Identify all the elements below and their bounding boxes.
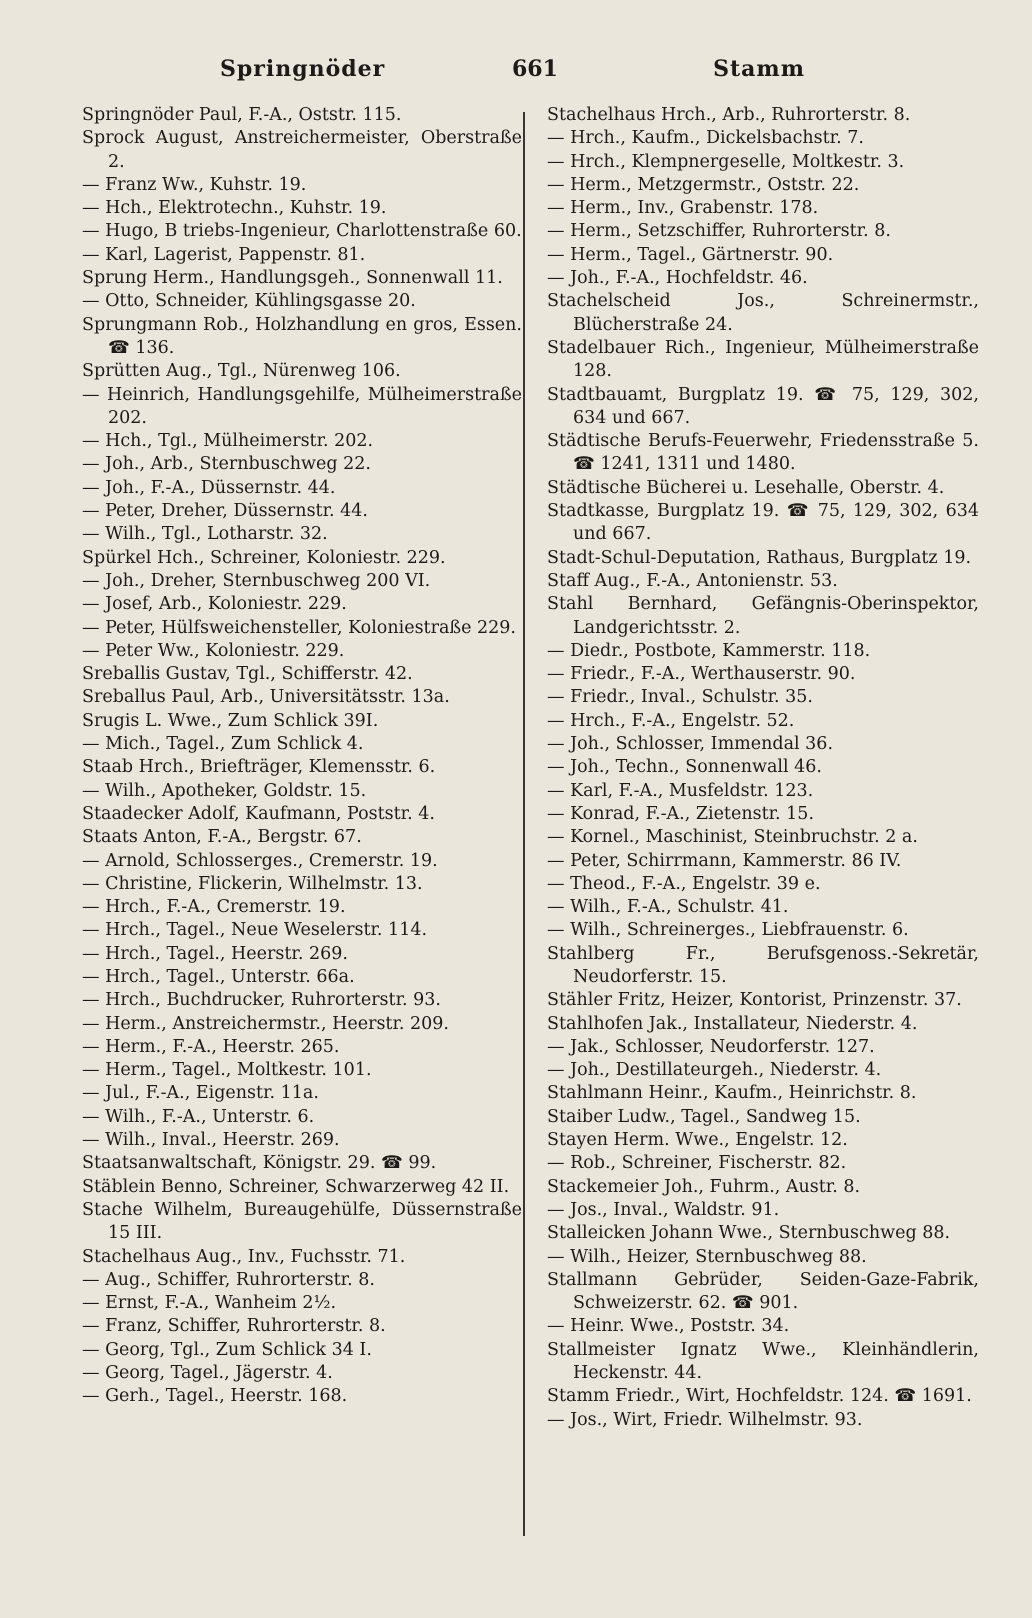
directory-entry: Sprung Herm., Handlungsgeh., Sonnenwall 11. (82, 268, 503, 289)
directory-entry: — Heinr. Wwe., Poststr. 34. (547, 1316, 790, 1337)
directory-entry: Stackemeier Joh., Fuhrm., Austr. 8. (547, 1176, 861, 1197)
directory-entry: — Herm., Metzgermstr., Oststr. 22. (547, 174, 860, 195)
right-column (547, 104, 979, 1432)
directory-entry: — Arnold, Schlosserges., Cremerstr. 19. (82, 850, 438, 871)
directory-entry: — Hch., Elektrotechn., Kuhstr. 19. (82, 198, 387, 219)
directory-entry: Stalleicken Johann Wwe., Sternbuschweg 88. (547, 1223, 951, 1244)
directory-entry: Springnöder Paul, F.-A., Oststr. 115. (82, 105, 402, 125)
directory-entry: Stache Wilhelm, Bureaugehülfe, Düssernstraße 15 III. (82, 1199, 522, 1244)
directory-entry: — Hrch., F.-A., Cremerstr. 19. (82, 897, 346, 918)
directory-entry: Spürkel Hch., Schreiner, Koloniestr. 229. (82, 547, 446, 568)
directory-entry: — Joh., F.-A., Düssernstr. 44. (82, 477, 336, 498)
directory-entry: — Diedr., Postbote, Kammerstr. 118. (547, 640, 871, 661)
directory-entry: — Jos., Inval., Waldstr. 91. (547, 1199, 780, 1220)
directory-entry: Sreballis Gustav, Tgl., Schifferstr. 42. (82, 664, 413, 685)
directory-entry: — Hrch., Tagel., Heerstr. 269. (82, 943, 348, 964)
directory-entry: — Jos., Wirt, Friedr. Wilhelmstr. 93. (547, 1409, 863, 1430)
directory-entry: — Herm., Tagel., Gärtnerstr. 90. (547, 244, 834, 265)
directory-entry: Stahlmann Heinr., Kaufm., Heinrichstr. 8. (547, 1083, 917, 1104)
directory-entry: — Joh., Arb., Sternbuschweg 22. (82, 454, 371, 475)
directory-entry: — Otto, Schneider, Kühlingsgasse 20. (82, 291, 416, 312)
directory-entry: — Gerh., Tagel., Heerstr. 168. (82, 1386, 348, 1407)
page-header (80, 56, 970, 92)
directory-entry: — Wilh., Heizer, Sternbuschweg 88. (547, 1246, 867, 1267)
directory-entry: Staats Anton, F.-A., Bergstr. 67. (82, 827, 362, 848)
directory-entry: Stahlhofen Jak., Installateur, Niederstr. 4. (547, 1013, 918, 1034)
directory-entry: Srugis L. Wwe., Zum Schlick 39I. (82, 710, 379, 731)
directory-entry: — Peter, Schirrmann, Kammerstr. 86 IV. (547, 850, 902, 871)
directory-entry: Staff Aug., F.-A., Antonienstr. 53. (547, 570, 838, 591)
directory-entry: Stahl Bernhard, Gefängnis-Oberinspektor, Landgerichtsstr. 2. (547, 594, 979, 638)
directory-entry: — Hrch., F.-A., Engelstr. 52. (547, 710, 795, 731)
directory-entry: Sprock August, Anstreichermeister, Oberstraße 2. (82, 128, 522, 172)
directory-entry: — Wilh., Inval., Heerstr. 269. (82, 1130, 340, 1151)
directory-entry: — Herm., F.-A., Heerstr. 265. (82, 1036, 340, 1057)
directory-entry: Staab Hrch., Briefträger, Klemensstr. 6. (82, 757, 436, 778)
directory-entry: — Mich., Tagel., Zum Schlick 4. (82, 734, 364, 755)
directory-entry: — Wilh., Schreinerges., Liebfrauenstr. 6. (547, 920, 909, 941)
directory-entry: — Franz Ww., Kuhstr. 19. (82, 174, 307, 195)
directory-entry: — Joh., Schlosser, Immendal 36. (547, 734, 834, 755)
directory-entry: — Joh., Dreher, Sternbuschweg 200 VI. (82, 570, 431, 591)
directory-entry: — Herm., Setzschiffer, Ruhrorterstr. 8. (547, 221, 891, 242)
directory-entry: — Jul., F.-A., Eigenstr. 11a. (82, 1083, 319, 1104)
directory-entry: — Hch., Tgl., Mülheimerstr. 202. (82, 431, 374, 452)
directory-entry: — Christine, Flickerin, Wilhelmstr. 13. (82, 873, 423, 894)
directory-entry: — Rob., Schreiner, Fischerstr. 82. (547, 1153, 847, 1174)
directory-entry: — Joh., Destillateurgeh., Niederstr. 4. (547, 1060, 882, 1081)
directory-entry: Stallmann Gebrüder, Seiden-Gaze-Fabrik, Schweizerstr. 62. ☎ 901. (547, 1269, 979, 1314)
directory-entry: Städtische Berufs-Feuerwehr, Friedensstraße 5. ☎ 1241, 1311 und 1480. (547, 431, 979, 475)
directory-entry: — Karl, Lagerist, Pappenstr. 81. (82, 244, 366, 265)
column-divider (523, 112, 525, 1536)
directory-entry: — Joh., F.-A., Hochfeldstr. 46. (547, 268, 808, 289)
directory-entry: — Friedr., F.-A., Werthauserstr. 90. (547, 664, 856, 685)
directory-entry: — Wilh., Apotheker, Goldstr. 15. (82, 780, 367, 801)
directory-entry: — Wilh., Tgl., Lotharstr. 32. (82, 524, 328, 545)
directory-entry: Stallmeister Ignatz Wwe., Kleinhändlerin, Heckenstr. 44. (547, 1339, 979, 1384)
header-last-entry: Stamm (713, 56, 805, 82)
directory-entry: Stadt-Schul-Deputation, Rathaus, Burgplatz 19. (547, 547, 972, 568)
directory-entry: — Herm., Anstreichermstr., Heerstr. 209. (82, 1013, 449, 1034)
directory-entry: Sprütten Aug., Tgl., Nürenweg 106. (82, 361, 401, 382)
directory-entry: — Kornel., Maschinist, Steinbruchstr. 2 a. (547, 827, 918, 848)
directory-entry: Sprungmann Rob., Holzhandlung en gros, Essen. ☎ 136. (82, 314, 522, 358)
directory-entry: — Friedr., Inval., Schulstr. 35. (547, 687, 813, 708)
directory-entry: Stayen Herm. Wwe., Engelstr. 12. (547, 1130, 848, 1151)
directory-entry: — Hugo, B triebs-Ingenieur, Charlottenstraße 60. (82, 221, 522, 242)
directory-entry: — Karl, F.-A., Musfeldstr. 123. (547, 780, 814, 801)
directory-entry: Stähler Fritz, Heizer, Kontorist, Prinzenstr. 37. (547, 990, 962, 1011)
directory-entry: Staiber Ludw., Tagel., Sandweg 15. (547, 1106, 861, 1127)
directory-entry: — Peter, Dreher, Düssernstr. 44. (82, 501, 368, 522)
directory-entry: Stachelscheid Jos., Schreinermstr., Blücherstraße 24. (547, 291, 979, 335)
directory-entry: — Wilh., F.-A., Unterstr. 6. (82, 1106, 315, 1127)
directory-entry: — Heinrich, Handlungsgehilfe, Mülheimerstraße 202. (82, 384, 522, 428)
directory-entry: — Hrch., Tagel., Neue Weselerstr. 114. (82, 920, 428, 941)
directory-entry: — Wilh., F.-A., Schulstr. 41. (547, 897, 789, 918)
directory-entry: — Franz, Schiffer, Ruhrorterstr. 8. (82, 1316, 386, 1337)
directory-entry: Stamm Friedr., Wirt, Hochfeldstr. 124. ☎ 1691. (547, 1386, 972, 1407)
directory-entry: Stadtkasse, Burgplatz 19. ☎ 75, 129, 302, 634 und 667. (547, 501, 979, 545)
directory-entry: — Herm., Tagel., Moltkestr. 101. (82, 1060, 372, 1081)
directory-entry: — Konrad, F.-A., Zietenstr. 15. (547, 803, 815, 824)
directory-entry: — Aug., Schiffer, Ruhrorterstr. 8. (82, 1269, 375, 1290)
directory-entry: Stachelhaus Aug., Inv., Fuchsstr. 71. (82, 1246, 406, 1267)
directory-entry: Stachelhaus Hrch., Arb., Ruhrorterstr. 8. (547, 105, 911, 125)
directory-entry: Stahlberg Fr., Berufsgenoss.-Sekretär, Neudorferstr. 15. (547, 943, 979, 987)
directory-entry: — Josef, Arb., Koloniestr. 229. (82, 594, 347, 615)
directory-entry: Städtische Bücherei u. Lesehalle, Oberstr. 4. (547, 477, 945, 498)
header-first-entry: Springnöder (220, 56, 386, 82)
directory-entry: — Herm., Inv., Grabenstr. 178. (547, 198, 819, 219)
directory-entry: Stadelbauer Rich., Ingenieur, Mülheimerstraße 128. (547, 337, 979, 382)
directory-entry: Stadtbauamt, Burgplatz 19. ☎ 75, 129, 302, 634 und 667. (547, 384, 979, 428)
directory-entry: — Jak., Schlosser, Neudorferstr. 127. (547, 1036, 875, 1057)
page-number: 661 (512, 56, 558, 82)
directory-entry: — Georg, Tgl., Zum Schlick 34 I. (82, 1339, 372, 1360)
directory-entry: — Peter, Hülfsweichensteller, Koloniestraße 229. (82, 617, 516, 638)
directory-entry: — Theod., F.-A., Engelstr. 39 e. (547, 873, 821, 894)
directory-entry: Stäblein Benno, Schreiner, Schwarzerweg 42 II. (82, 1176, 510, 1197)
directory-entry: — Peter Ww., Koloniestr. 229. (82, 640, 345, 661)
directory-entry: Staatsanwaltschaft, Königstr. 29. ☎ 99. (82, 1153, 437, 1174)
left-column (82, 104, 522, 1409)
directory-entry: — Georg, Tagel., Jägerstr. 4. (82, 1363, 333, 1384)
directory-entry: — Hrch., Klempnergeselle, Moltkestr. 3. (547, 151, 905, 172)
directory-entry: Sreballus Paul, Arb., Universitätsstr. 13a. (82, 687, 450, 708)
directory-entry: — Joh., Techn., Sonnenwall 46. (547, 757, 822, 778)
directory-entry: — Hrch., Buchdrucker, Ruhrorterstr. 93. (82, 990, 441, 1011)
directory-entry: — Ernst, F.-A., Wanheim 2½. (82, 1293, 337, 1314)
directory-entry: Staadecker Adolf, Kaufmann, Poststr. 4. (82, 803, 435, 824)
directory-entry: — Hrch., Kaufm., Dickelsbachstr. 7. (547, 128, 864, 149)
directory-entry: — Hrch., Tagel., Unterstr. 66a. (82, 966, 355, 987)
